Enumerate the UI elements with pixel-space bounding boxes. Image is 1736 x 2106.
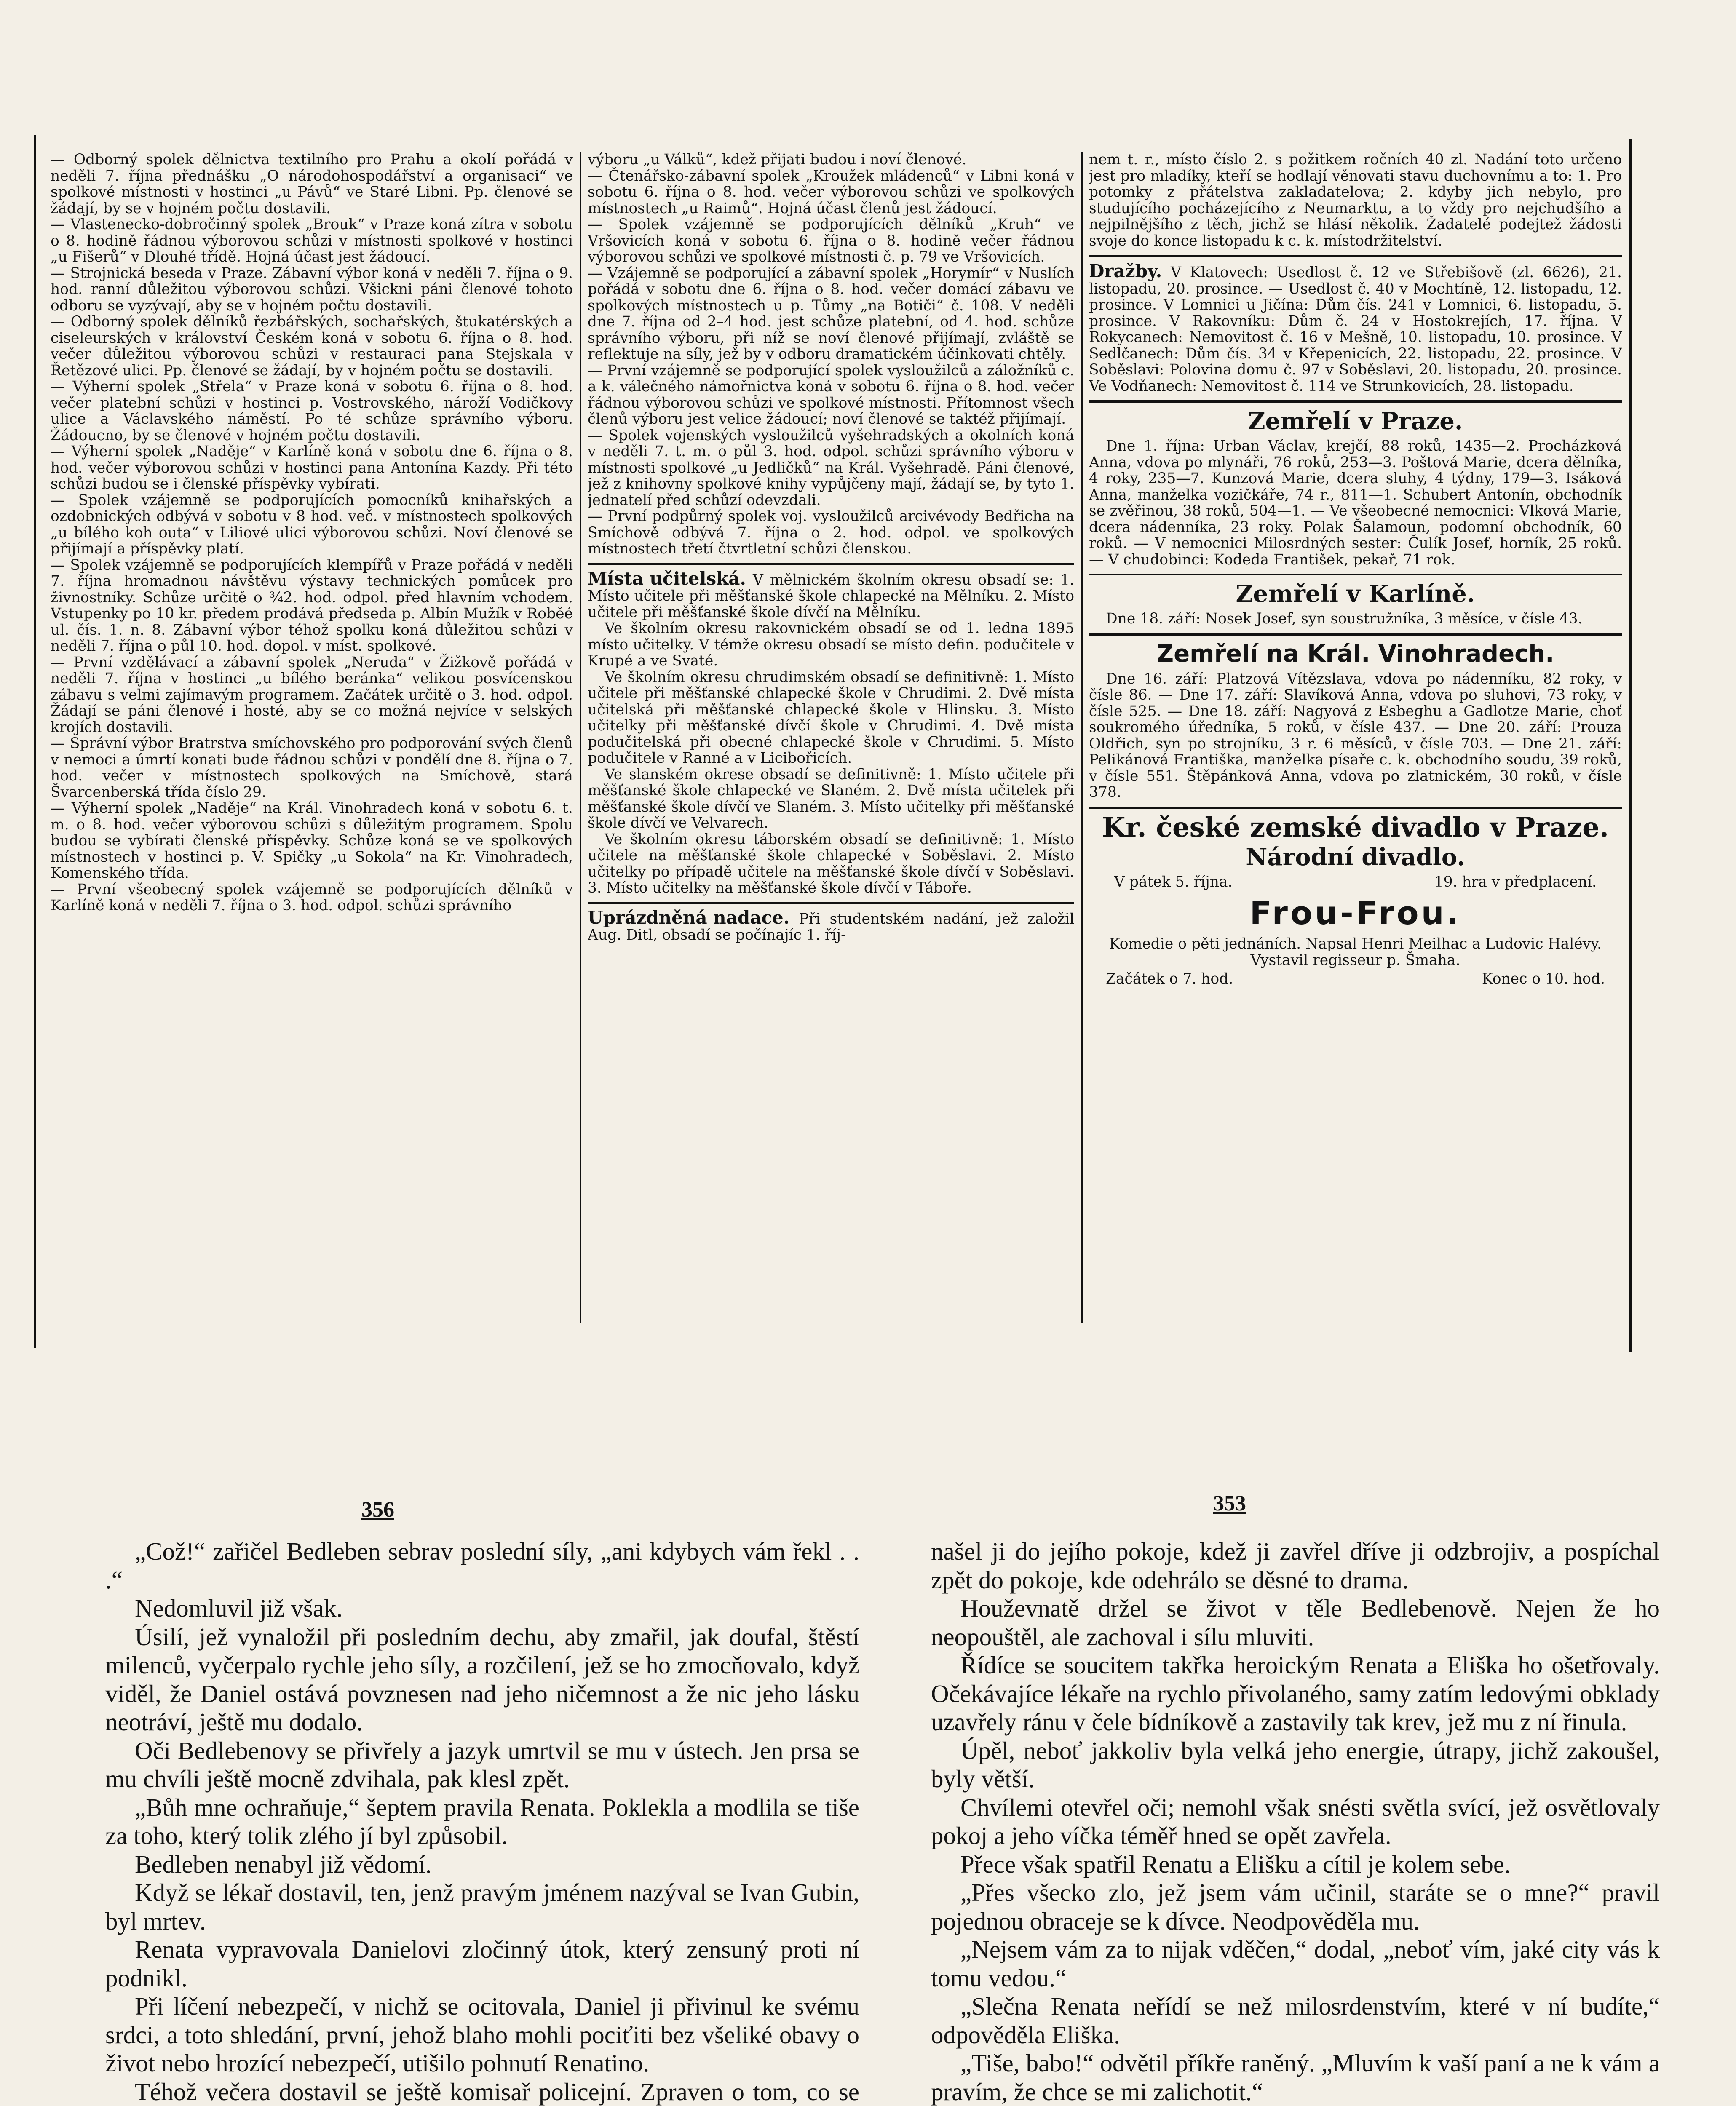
theatre-date-row	[1089, 874, 1622, 890]
notice-paragraph: — Výherní spolek „Naděje“ na Král. Vinohradech koná v sobotu 6. t. m. o 8. hod. večer výborovou schůzi s důležitým programem. Spolu budou se vybírati členské příspěvky. Schůze koná se ve spolkových místnostech v hostinci p. V. Spičky „u Sokola“ na Kr. Vinohradech, Komenského třída.	[51, 800, 573, 882]
notice-paragraph: — První vzdělávací a zábavní spolek „Neruda“ v Žižkově pořádá v neděli 7. října v hostinci „u bílého beránka“ velikou posvícenskou zábavu s velmi zajímavým programem. Začátek určitě o 3. hod. odpol. Žádají se páni členové i hosté, aby se co možná nejvíce v selských krojích dostavili.	[51, 654, 573, 736]
nadace-section	[588, 907, 1074, 943]
notice-paragraph: — Odborný spolek dělníků řezbářských, sochařských, štukatérských a ciseleurských v království Českém koná v sobotu 6. října o 8. hod. večer důležitou výborovou schůzi v restauraci pana Stejskala v Řetězové ulici. Pp. členové se žádají, by v hojném počtu se dostavili.	[51, 313, 573, 379]
mista-ucitelska-paragraph: Ve školním okresu rakovnickém obsadí se od 1. ledna 1895 místo učitelky. V témže okresu obsadí se místo defin. podučitele v Krupé a ve Svaté.	[588, 620, 1074, 669]
mista-ucitelska-heading: Místa učitelská.	[588, 568, 746, 589]
mista-ucitelska-paragraph: Ve slanském okrese obsadí se definitivně: 1. Místo učitele při měšťanské škole chlapecké ve Slaném. 2. Dvě místa učitelek při měšťanské škole dívčí ve Slaném. 3. Místo učitelky při měšťanské škole dívčí ve Velvarech.	[588, 766, 1074, 831]
mista-ucitelska-paragraph: Ve školním okresu táborském obsadí se definitivně: 1. Místo učitele na měšťanské škole chlapecké v Soběslavi. 2. Místo učitelky po případě učitele na měšťanské škole dívčí v Soběslavi. 3. Místo učitelky na měšťanské škole dívčí v Táboře.	[588, 831, 1074, 896]
notice-paragraph: — Výherní spolek „Střela“ v Praze koná v sobotu 6. října o 8. hod. večer platební schůzi v hostinci p. Vostrovského, nároží Vodičkovy ulice a Václavského náměstí. Po té schůze správního výboru. Žádoucno, by se členové v hojném počtu dostavili.	[51, 378, 573, 444]
left-column-text	[51, 152, 573, 914]
novel-paragraph: Nedomluvil již však.	[135, 1594, 343, 1622]
section-rule	[588, 902, 1074, 904]
novel-paragraph: Přece však spatřil Renatu a Elišku a cítil je kolem sebe.	[960, 1850, 1511, 1878]
notice-paragraph: — Spolek vzájemně se podporujících pomocníků knihařských a ozdobnických odbývá v sobotu v 8 hod. več. v místnostech spolkových „u bílého koh outa“ v Liliové ulici výborovou schůzi. Noví členové se přijímají a příspěvky platí.	[51, 492, 573, 557]
zemreli-vinohradech-text: Dne 16. září: Platzová Vítězslava, vdova po nádenníku, 82 roky, v čísle 86. — Dne 17. září: Slavíková Anna, vdova po sluhovi, 73 roky, v čísle 525. — Dne 18. září: Nagyová z Esbeghu a Gadlotze Marie, choť soukromého úředníka, 5 roků, v čísle 437. — Dne 20. září: Prouza Oldřich, syn po strojníku, 3 r. 6 měsíců, v čísle 703. — Dne 21. září: Pelikánová Františka, manželka písaře c. k. obchodního soudu, 39 roků, v čísle 551. Štěpánková Anna, vdova po zlatnickém, 30 roků, v čísle 378.	[1089, 670, 1622, 801]
theatre-subtitle: Národní divadlo.	[1246, 843, 1465, 871]
zemreli-karline-heading: Zemřelí v Karlíně.	[1236, 580, 1475, 608]
notice-paragraph: — Výherní spolek „Naděje“ v Karlíně koná v sobotu dne 6. října o 8. hod. večer výborovou schůzi v hostinci pana Antonína Kazdy. Při této schůzi budou se i členské příspěvky vybírati.	[51, 443, 573, 492]
drazby-section	[1089, 263, 1622, 394]
novel-paragraph: Téhož večera dostavil se ještě komisař policejní. Zpraven o tom, co se	[135, 2077, 859, 2106]
right-page-number: 353	[1213, 1491, 1246, 1515]
left-border	[34, 135, 36, 1348]
novel-paragraph: Když se lékař dostavil, ten, jenž pravým jménem nazýval se Ivan Gubin, byl mrtev.	[105, 1879, 859, 1935]
drazby-heading: Dražby.	[1089, 261, 1162, 281]
column-divider-1	[580, 152, 581, 1323]
column-divider-2	[1081, 152, 1083, 1323]
zemreli-vinohradech-heading: Zemřelí na Král. Vinohradech.	[1156, 640, 1554, 668]
section-rule	[1089, 255, 1622, 257]
play-title: Frou-Frou.	[1249, 894, 1461, 932]
notice-paragraph: — Spolek vojenských vysloužilců vyšehradských a okolních koná v neděli 7. t. m. o půl 3. hod. odpol. schůzi správního výboru v místnosti spolkové „u Jedličků“ na Král. Vyšehradě. Páni členové, jež z knihovny spolkové knihy vypůjčeny mají, žádají se, by tyto 1. jednatelí před schůzí odevzdali.	[588, 427, 1074, 509]
novel-paragraph: „Přes všecko zlo, jež jsem vám učinil, staráte se o mne?“ pravil pojednou obraceje se k dívce. Neodpověděla mu.	[931, 1879, 1660, 1935]
drazby-text: V Klatovech: Usedlost č. 12 ve Střebišově (zl. 6626), 21. listopadu, 20. prosince. — Usedlost č. 40 v Mochtíně, 12. listopadu, 12. prosince. V Lomnici u Jičína: Dům čís. 241 v Lomnici, 6. listopadu, 5. prosince. V Rakovníku: Dům č. 24 v Hostokrejích, 17. října. V Rokycanech: Nemovitost č. 16 v Mešně, 10. listopadu, 10. prosince. V Sedlčanech: Dům čís. 34 v Křepenicích, 22. listopadu, 22. prosince. V Soběslavi: Polovina domu č. 97 v Soběslavi, 20. listopadu, 20. prosince. Ve Vodňanech: Nemovitost č. 114 ve Strunkovicích, 28. listopadu.	[1089, 264, 1622, 395]
section-rule	[588, 563, 1074, 565]
play-description: Komedie o pěti jednáních. Napsal Henri Meilhac a Ludovic Halévy. Vystavil regisseur p. Šmaha.	[1109, 935, 1602, 969]
notice-paragraph: výboru „u Válků“, kdež přijati budou i noví členové.	[588, 152, 967, 168]
novel-left-page	[105, 1537, 859, 2106]
section-rule	[1089, 574, 1622, 575]
novel-paragraph: „Bůh mne ochraňuje,“ šeptem pravila Renata. Poklekla a modlila se tiše za toho, který tolik zlého jí byl způsobil.	[105, 1793, 859, 1849]
nadani-continuation: nem t. r., místo číslo 2. s požitkem ročních 40 zl. Nadání toto určeno jest pro mladíky, kteří se hodlají věnovati stavu duchovnímu a to: 1. Pro potomky z přátelstva zakladatelova; 2. kdyby jich nebylo, pro studujícího pocházejícího z Neumarktu, a to vždy pro nejchudšího a nejpilnějšího z těch, jichž se hlásí několik. Žadatelé podejtež žádosti svoje do konce listopadu k c. k. místodržitelství.	[1089, 152, 1622, 249]
mista-ucitelska-first: V mělnickém školním okresu obsadí se: 1. Místo učitele při měšťanské škole chlapecké na Mělníku. 2. Místo učitele při měšťanské škole dívčí na Mělníku.	[588, 571, 1074, 621]
notice-paragraph: — Spolek vzájemně se podporujících klempířů v Praze pořádá v neděli 7. října hromadnou návštěvu výstavy technických pomůcek pro živnostníky. Schůze určitě o ¾2. hod. odpol. před hlavním vchodem. Vstupenky po 10 kr. předem prodává předseda p. Albín Mužík v Roběé ul. čís. 1. n. 8. Zábavní výbor téhož spolku koná důležitou schůzi v neděli 7. října o půl 10. hod. dopol. v míst. spolkové.	[51, 556, 573, 655]
novel-paragraph: Houževnatě držel se život v těle Bedlebenově. Nejen že ho neopouštěl, ale zachoval i sílu mluviti.	[931, 1594, 1660, 1651]
nadace-text: Při studentském nadání, jež založil Aug. Ditl, obsadí se počínajíc 1. říj-	[588, 910, 1074, 943]
notice-paragraph: — Spolek vzájemně se podporujících dělníků „Kruh“ ve Vršovicích koná v sobotu 6. října o 8. hodině večer řádnou výborovou schůzi ve spolkové místnosti č. p. 79 ve Vršovicích.	[588, 216, 1074, 265]
section-rule	[1089, 633, 1622, 636]
novel-paragraph: „Nejsem vám za to nijak vděčen,“ dodal, „neboť vím, jaké city vás k tomu vedou.“	[931, 1935, 1660, 1992]
left-column	[51, 152, 573, 1331]
novel-paragraph: „Tiše, babo!“ odvětil příkře raněný. „Mluvím k vaší paní a ne k vám a pravím, že chce se mi zalichotit.“	[931, 2049, 1660, 2106]
notice-paragraph: — Čtenářsko-zábavní spolek „Kroužek mládenců“ v Libni koná v sobotu 6. října o 8. hod. večer výborovou schůzi ve spolkových místnostech „u Raimů“. Hojná účast členů jest žádoucí.	[588, 167, 1074, 217]
novel-paragraph: našel ji do jejího pokoje, kdež ji zavřel dříve ji odzbrojiv, a pospíchal zpět do pokoje, kde odehrálo se děsné to drama.	[931, 1537, 1660, 1594]
theatre-times-row	[1089, 971, 1622, 987]
novel-paragraph: Při líčení nebezpečí, v nichž se ocitovala, Daniel ji přivinul ke svému srdci, a toto shledání, první, jehož blaho mohli pociťiti bez všeliké obavy o život nebo hrozící nebezpečí, utišilo pohnutí Renatino.	[105, 1992, 859, 2077]
theatre-end: Konec o 10. hod.	[1482, 970, 1605, 987]
right-border	[1629, 139, 1632, 1352]
middle-column	[588, 152, 1074, 1331]
notice-paragraph: — Strojnická beseda v Praze. Zábavní výbor koná v neděli 7. října o 9. hod. ranní důležitou výborovou schůzi. Všickni páni členové tohoto odboru se vyzývají, aby se v hojném počtu dostavili.	[51, 265, 573, 314]
notice-paragraph: — Odborný spolek dělnictva textilního pro Prahu a okolí pořádá v neděli 7. října přednášku „O národohospodářství a organisaci“ ve spolkové místnosti v hostinci „u Pávů“ ve Staré Libni. Pp. členové se žádají, by se v hojném počtu dostavili.	[51, 152, 573, 217]
notice-paragraph: — Vlastenecko-dobročinný spolek „Brouk“ v Praze koná zítra v sobotu o 8. hodině řádnou výborovou schůzi v místnosti spolkové v hostinci „u Fišerů“ v Dlouhé třídě. Hojná účast jest žádoucí.	[51, 216, 573, 265]
zemreli-praze-heading: Zemřelí v Praze.	[1248, 407, 1463, 435]
theatre-date: V pátek 5. října.	[1114, 873, 1233, 890]
novel-paragraph: „Slečna Renata neřídí se než milosrdenstvím, které v ní budíte,“ odpověděla Eliška.	[931, 1992, 1660, 2049]
novel-paragraph: Chvílemi otevřel oči; nemohl však snésti světla svící, jež osvětlovaly pokoj a jeho víčka téměř hned se opět zavřela.	[931, 1793, 1660, 1849]
novel-paragraph: Řídíce se soucitem takřka heroickým Renata a Eliška ho ošetřovaly. Očekávajíce lékaře na rychlo přivolaného, samy zatím ledovými obklady uzavřely ránu v čele bídníkově a zastavily tak krev, jež mu z ní řinula.	[931, 1651, 1660, 1736]
notice-paragraph: — První podpůrný spolek voj. vysloužilců arcivévody Bedřicha na Smíchově odbývá 7. října o 2. hod. odpol. ve spolkových místnostech třetí čtvrtletní schůzi členskou.	[588, 508, 1074, 557]
left-page-number: 356	[361, 1498, 394, 1522]
notice-paragraph: — Správní výbor Bratrstva smíchovského pro podporování svých členů v nemoci a úmrtí konati bude řádnou schůzi v pondělí dne 8. října o 7. hod. večer v místnostech spolkových na Smíchově, stará Švarcenberská třída číslo 29.	[51, 735, 573, 801]
novel-paragraph: Bedleben nenabyl již vědomí.	[135, 1850, 432, 1878]
theatre-announcement	[1089, 811, 1622, 987]
mista-ucitelska-section	[588, 568, 1074, 896]
novel-paragraph: Oči Bedlebenovy se přivřely a jazyk umrtvil se mu v ústech. Jen prsa se mu chvíli ještě mocně zdvihala, pak klesl zpět.	[105, 1736, 859, 1793]
zemreli-praze-text: Dne 1. října: Urban Václav, krejčí, 88 roků, 1435—2. Procházková Anna, vdova po mlynáři, 76 roků, 253—3. Poštová Marie, dcera dělníka, 4 roky, 235—7. Kunzová Marie, dcera sluhy, 4 týdny, 179—3. Isáková Anna, manželka vozičkáře, 74 r., 811—1. Schubert Antonín, obchodník se zvěřinou, 38 roků, 504—1. — Ve všeobecné nemocnici: Vlková Marie, dcera nádenníka, 23 roky. Polak Šalamoun, podomní obchodník, 60 roků. — V nemocnici Milosrdných sester: Čulík Josef, horník, 25 roků. — V chudobinci: Kodeda František, pekař, 71 rok.	[1089, 438, 1622, 568]
section-rule	[1089, 400, 1622, 403]
novel-right-page	[931, 1537, 1660, 2106]
novel-paragraph: Úsilí, jež vynaložil při posledním dechu, aby zmařil, jak doufal, štěstí milenců, vyčerpalo rychle jeho síly, a rozčilení, jež se ho zmocňovalo, když viděl, že Daniel ostává povznesen nad jeho ničemnost a že nic jeho lásku neotráví, ještě mu dodalo.	[105, 1622, 859, 1736]
theatre-subscription: 19. hra v předplacení.	[1434, 873, 1597, 890]
notice-paragraph: — První všeobecný spolek vzájemně se podporujících dělníků v Karlíně koná v neděli 7. října o 3. hod. odpol. schůzi správního	[51, 881, 573, 914]
novel-paragraph: Úpěl, neboť jakkoliv byla velká jeho energie, útrapy, jichž zakoušel, byly větší.	[931, 1736, 1660, 1793]
novel-paragraph: „Což!“ zařičel Bedleben sebrav poslední síly, „ani kdybych vám řekl . . .“	[105, 1537, 859, 1594]
novel-left-text	[105, 1537, 859, 2106]
novel-right-text	[931, 1537, 1660, 2106]
novel-paragraph: Renata vypravovala Danielovi zločinný útok, který zensuný proti ní podnikl.	[105, 1935, 859, 1992]
notice-paragraph: — Vzájemně se podporující a zábavní spolek „Horymír“ v Nuslích pořádá v sobotu dne 6. října o 8. hod. večer domácí zábavu ve spolkových místnostech u p. Tůmy „na Botiči“ č. 108. V neděli dne 7. října od 2–4 hod. jest schůze platební, od 4. hod. schůze správního výboru, při níž se noví členové přijímají, zvláště se reflektuje na síly, jež by v odboru dramatickém účinkovati chtěly.	[588, 265, 1074, 363]
theatre-title: Kr. české zemské divadlo v Praze.	[1102, 811, 1609, 843]
mista-ucitelska-paragraph: Ve školním okresu chrudimském obsadí se definitivně: 1. Místo učitele při měšťanské chlapecké škole v Chrudimi. 2. Dvě místa učitelská při měšťanské chlapecké škole v Hlinsku. 3. Místo učitelky při měšťanské dívčí škole v Chrudimi. 4. Dvě místa podučitelská při obecné chlapecké škole v Chrudimi. 5. Místo podučitele v Ranné a v Licibořicích.	[588, 668, 1074, 767]
nadace-heading: Uprázdněná nadace.	[588, 907, 790, 928]
section-rule	[1089, 807, 1622, 809]
middle-column-text	[588, 152, 1074, 557]
zemreli-karline-text: Dne 18. září: Nosek Josef, syn soustružníka, 3 měsíce, v čísle 43.	[1106, 610, 1583, 627]
right-column	[1089, 152, 1622, 1331]
theatre-start: Začátek o 7. hod.	[1106, 970, 1233, 987]
notice-paragraph: — První vzájemně se podporující spolek vysloužilců a záložníků c. a k. válečného námořnictva koná v sobotu 6. října o 8. hod. večer řádnou výborovou schůzi ve spolkové místnosti. Přítomnost všech členů výboru jest velice žádoucí; noví členové se taktéž přijímají.	[588, 362, 1074, 428]
